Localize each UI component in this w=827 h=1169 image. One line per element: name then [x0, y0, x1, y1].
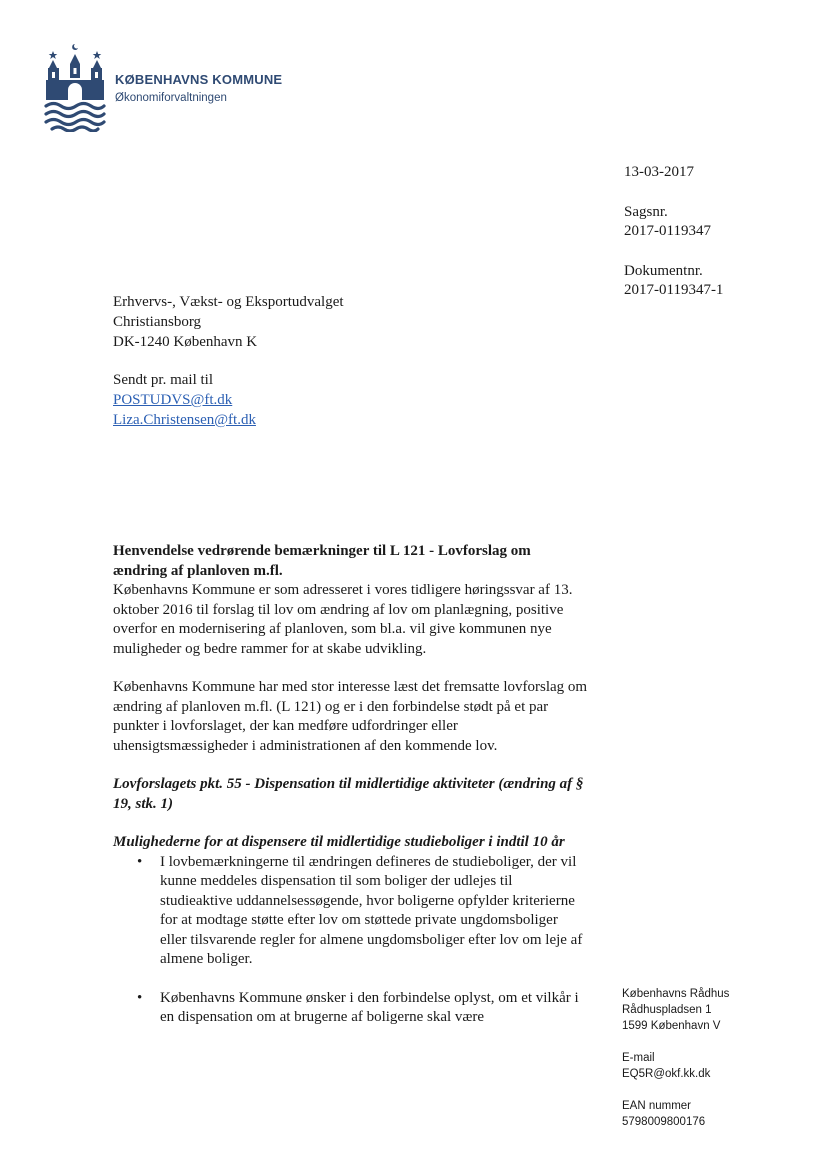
ean-number: 5798009800176	[622, 1116, 706, 1128]
document-number: 2017-0119347-1	[624, 282, 724, 298]
copenhagen-coat-of-arms-icon	[44, 42, 106, 132]
town-hall-street: Rådhuspladsen 1	[622, 1004, 712, 1016]
paragraph: Københavns Kommune har med stor interesse læst det fremsatte lovforslag om ændring af planloven m.fl. (L 121) og er i den forbindelse stødt på et par punkter i lovforslaget, der kan medføre udfordringer eller uhensigtsmæssigheder i administrationen af den kommende lov.	[113, 679, 588, 754]
subsection-heading: Mulighederne for at dispensere til midlertidige studieboliger i indtil 10 år	[113, 834, 565, 850]
list-item-text: Københavns Kommune ønsker i den forbindelse oplyst, om et vilkår i en dispensation om at brugerne af boligerne skal være	[160, 989, 579, 1025]
section-heading: Lovforslagets pkt. 55 - Dispensation til midlertidige aktiviteter (ændring af § 19, stk. 1)	[113, 776, 584, 812]
case-number-label: Sagsnr.	[624, 204, 668, 220]
sent-to-block	[113, 370, 256, 430]
email-label: E-mail	[622, 1052, 655, 1064]
letter-body	[113, 542, 588, 1028]
sent-label: Sendt pr. mail til	[113, 372, 213, 388]
list-item-text: I lovbemærkningerne til ændringen defineres de studieboliger, der vil kunne meddeles dispensation til som boliger der udlejes til studieaktive uddannelsessøgende, hvor boligerne opfylder kriterierne for at modtage støtte efter lov om støttede private ungdomsboliger eller tilsvarende regler for almene ungdomsboliger efter lov om leje af almene boliger.	[160, 853, 583, 967]
letter-heading: Henvendelse vedrørende bemærkninger til L 121 - Lovforslag om ændring af planloven m.fl.	[113, 543, 531, 579]
department-name: Økonomiforvaltningen	[115, 92, 227, 104]
recipient-address	[113, 292, 344, 352]
recipient-line: Erhvervs-, Vækst- og Eksportudvalget	[113, 294, 344, 310]
email-link-liza[interactable]: Liza.Christensen@ft.dk	[113, 412, 256, 428]
recipient-line: DK-1240 København K	[113, 334, 258, 350]
list-item	[113, 989, 588, 1028]
bullet-icon: •	[137, 989, 143, 1006]
paragraph: Københavns Kommune er som adresseret i vores tidligere høringssvar af 13. oktober 2016 til forslag til lov om ændring af lov om planlægning, positive overfor en modernisering af planloven, som bl.a. vil give kommunen nye muligheder og bedre rammer for at skabe udvikling.	[113, 582, 573, 657]
document-date: 13-03-2017	[624, 164, 694, 180]
org-name: KØBENHAVNS KOMMUNE	[115, 72, 283, 87]
case-number: 2017-0119347	[624, 223, 711, 239]
ean-label: EAN nummer	[622, 1100, 692, 1112]
list-item	[113, 853, 588, 970]
bullet-list	[113, 853, 588, 1028]
document-number-label: Dokumentnr.	[624, 263, 703, 279]
email-link-postudvs[interactable]: POSTUDVS@ft.dk	[113, 392, 233, 408]
contact-email: EQ5R@okf.kk.dk	[622, 1068, 711, 1080]
town-hall-city: 1599 København V	[622, 1020, 721, 1032]
recipient-line: Christiansborg	[113, 314, 202, 330]
bullet-icon: •	[137, 853, 143, 870]
town-hall-name: Københavns Rådhus	[622, 988, 730, 1000]
